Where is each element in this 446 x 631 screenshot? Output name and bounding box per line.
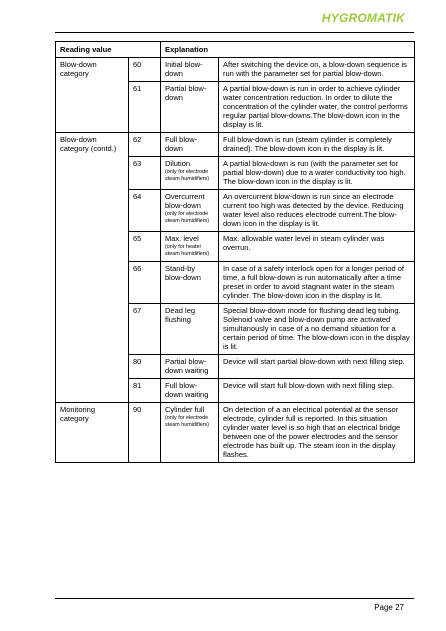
status-name-cell bbox=[161, 304, 219, 355]
reading-values-table bbox=[55, 41, 415, 463]
status-name: Cylinder full bbox=[165, 405, 205, 415]
reading-value-cell: 90 bbox=[129, 403, 161, 463]
status-name-cell bbox=[161, 232, 219, 262]
description-cell: Special blow-down mode for flushing dead leg tubing. Solenoid valve and blow-down pump are activated simultanously in case of a no demand situation for a certain period of time. The blow-down icon in the display is lit. bbox=[219, 304, 415, 355]
device-type-note: (only for electrode steam humidifiers) bbox=[165, 415, 210, 429]
status-name: Partial blow-down waiting bbox=[165, 357, 209, 376]
table-row bbox=[56, 58, 415, 82]
reading-value-cell: 80 bbox=[129, 355, 161, 379]
device-type-note: (only for electrode steam humidifiers) bbox=[165, 169, 210, 183]
reading-value-cell: 66 bbox=[129, 262, 161, 304]
status-name-cell bbox=[161, 190, 219, 232]
device-type-note: (only for electrode steam humidifiers) bbox=[165, 211, 210, 225]
reading-value-cell: 65 bbox=[129, 232, 161, 262]
status-name-cell bbox=[161, 403, 219, 463]
description-cell: An overcurrent blow-down is run since an electrode current too high was detected by the device. Reducing water level also reduces electrode current.The blow-down icon in the display is lit. bbox=[219, 190, 415, 232]
category-cell: Monitoring category bbox=[56, 403, 129, 463]
table-row bbox=[56, 403, 415, 463]
status-name-cell bbox=[161, 355, 219, 379]
description-cell: After switching the device on, a blow-down sequence is run with the parameter set for partial blow-down. bbox=[219, 58, 415, 82]
description-cell: Device will start full blow-down with next filling step. bbox=[219, 379, 415, 403]
status-name-cell bbox=[161, 58, 219, 82]
reading-value-cell: 67 bbox=[129, 304, 161, 355]
reading-value-cell: 81 bbox=[129, 379, 161, 403]
description-cell: Full blow-down is run (steam cylinder is completely drained). The blow-down icon in the display is lit. bbox=[219, 133, 415, 157]
description-cell: A partial blow-down is run in order to achieve cylinder water concentration reduction. In order to dilute the concentration of the cylinder water, the control performs regular partial blow-downs.The blow-down icon in the display is lit. bbox=[219, 82, 415, 133]
status-name: Max. level bbox=[165, 234, 199, 244]
reading-value-header: Reading value bbox=[56, 42, 161, 58]
explanation-header: Explanation bbox=[161, 42, 415, 58]
description-cell: On detection of a an electrical potential at the sensor electrode, cylinder full is reported. In this situation cylinder water level is so high that an electrical bridge between one of the power electrodes and the sensor electrode has built up. The steam icon in the display flashes. bbox=[219, 403, 415, 463]
status-name-cell bbox=[161, 379, 219, 403]
hygromatik-logo: HYGROMATIK bbox=[321, 11, 405, 25]
header-rule bbox=[55, 32, 414, 33]
status-name: Stand-by blow-down bbox=[165, 264, 201, 283]
page-number: Page 27 bbox=[374, 603, 404, 612]
status-name: Dilution bbox=[165, 159, 191, 169]
status-name-cell bbox=[161, 133, 219, 157]
footer-rule bbox=[55, 598, 414, 599]
status-name: Partial blow-down bbox=[165, 84, 207, 103]
description-cell: Max. allowable water level in steam cylinder was overrun. bbox=[219, 232, 415, 262]
status-name: Initial blow-down bbox=[165, 60, 203, 79]
reading-value-cell: 63 bbox=[129, 157, 161, 190]
status-name: Dead leg flushing bbox=[165, 306, 196, 325]
status-name: Full blow-down waiting bbox=[165, 381, 209, 400]
table-row bbox=[56, 133, 415, 157]
reading-value-cell: 61 bbox=[129, 82, 161, 133]
category-cell: Blow-down category bbox=[56, 58, 129, 133]
reading-value-cell: 64 bbox=[129, 190, 161, 232]
device-type-note: (only for heater steam humidifiers) bbox=[165, 244, 210, 258]
description-cell: A partial blow-down is run (with the parameter set for partial blow-down) due to a water conductivity too high. The blow-down icon in the display is lit. bbox=[219, 157, 415, 190]
description-cell: Device will start partial blow-down with next filling step. bbox=[219, 355, 415, 379]
status-name-cell bbox=[161, 157, 219, 190]
status-name-cell bbox=[161, 262, 219, 304]
status-name: Overcurrent blow-down bbox=[165, 192, 205, 211]
table-header-row bbox=[56, 42, 415, 58]
description-cell: In case of a safety interlock open for a longer period of time, a full blow-down is run automatically after a time preset in order to avoid stagnant water in the steam cylinder. The blow-down icon in the display is lit. bbox=[219, 262, 415, 304]
reading-value-cell: 60 bbox=[129, 58, 161, 82]
reading-value-cell: 62 bbox=[129, 133, 161, 157]
status-name: Full blow-down bbox=[165, 135, 198, 154]
category-cell: Blow-down category (contd.) bbox=[56, 133, 129, 403]
status-name-cell bbox=[161, 82, 219, 133]
